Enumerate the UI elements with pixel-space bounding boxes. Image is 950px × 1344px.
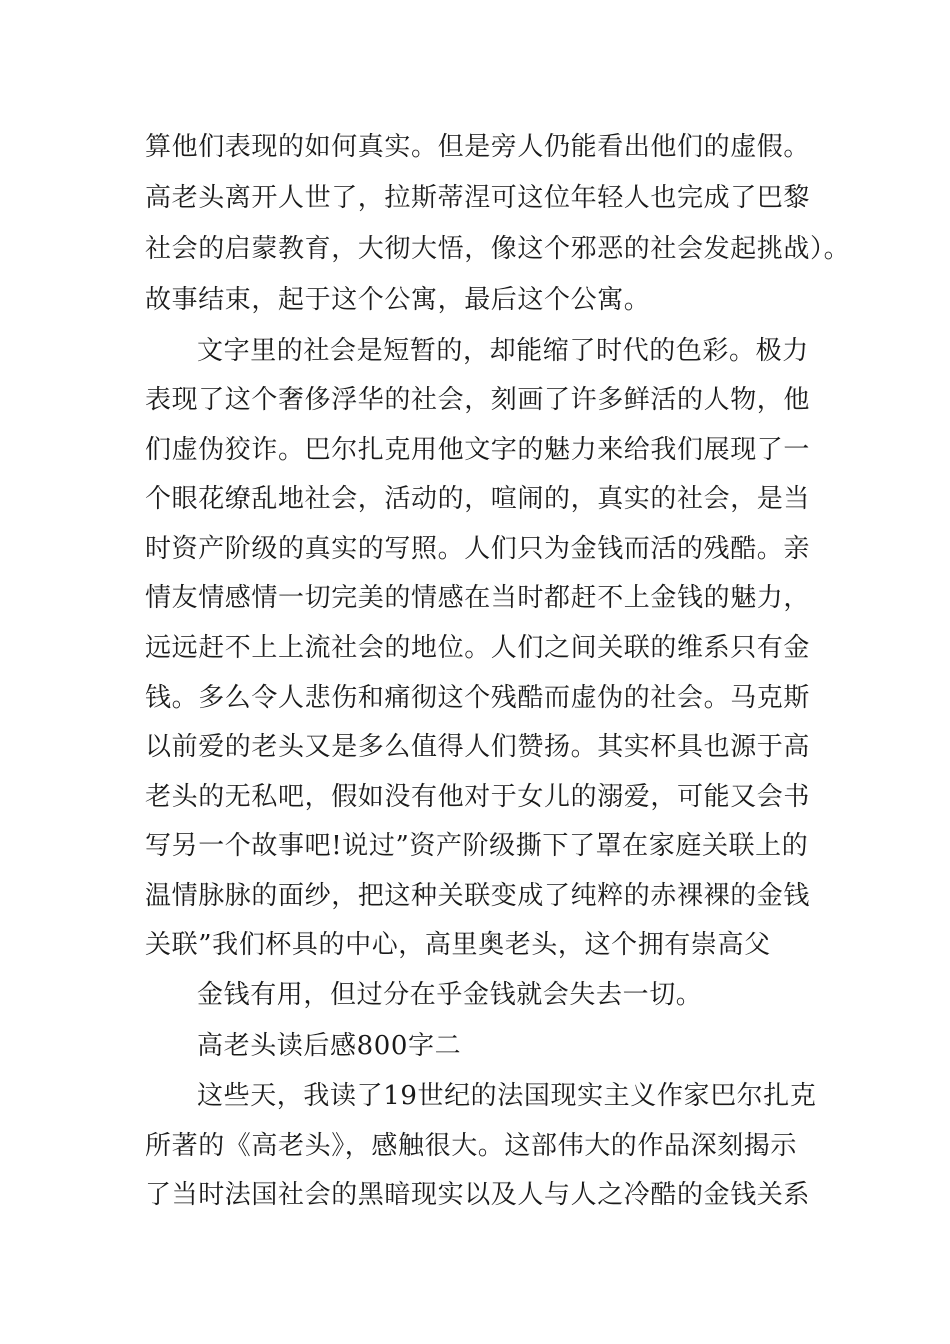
paragraph-line: 远远赶不上上流社会的地位。人们之间关联的维系只有金 bbox=[145, 633, 811, 663]
paragraph-line: 个眼花缭乱地社会，活动的，喧闹的，真实的社会，是当 bbox=[145, 484, 811, 514]
paragraph-line: 了当时法国社会的黑暗现实以及人与人之冷酷的金钱关系 bbox=[145, 1180, 811, 1210]
paragraph-line: 钱。多么令人悲伤和痛彻这个残酷而虚伪的社会。马克斯 bbox=[145, 683, 811, 713]
paragraph-line: 这些天，我读了19世纪的法国现实主义作家巴尔扎克 bbox=[197, 1081, 817, 1111]
paragraph-line: 以前爱的老头又是多么值得人们赞扬。其实杯具也源于高 bbox=[145, 732, 811, 762]
paragraph-line: 关联”我们杯具的中心，高里奥老头，这个拥有崇高父 bbox=[145, 930, 771, 960]
paragraph-line: 表现了这个奢侈浮华的社会，刻画了许多鲜活的人物，他 bbox=[145, 385, 811, 415]
paragraph-line: 高老头离开人世了，拉斯蒂涅可这位年轻人也完成了巴黎 bbox=[145, 183, 811, 213]
paragraph-line: 故事结束，起于这个公寓，最后这个公寓。 bbox=[145, 285, 651, 315]
paragraph-line: 所著的《高老头》，感触很大。这部伟大的作品深刻揭示 bbox=[145, 1131, 798, 1161]
paragraph-line: 算他们表现的如何真实。但是旁人仍能看出他们的虚假。 bbox=[145, 132, 811, 162]
paragraph-line: 文字里的社会是短暂的，却能缩了时代的色彩。极力 bbox=[197, 336, 809, 366]
paragraph-line: 时资产阶级的真实的写照。人们只为金钱而活的残酷。亲 bbox=[145, 534, 811, 564]
paragraph-line: 们虚伪狡诈。巴尔扎克用他文字的魅力来给我们展现了一 bbox=[145, 435, 811, 465]
paragraph-line: 温情脉脉的面纱，把这种关联变成了纯粹的赤裸裸的金钱 bbox=[145, 881, 811, 911]
section-heading: 高老头读后感800字二 bbox=[197, 1031, 462, 1061]
paragraph-line: 写另一个故事吧!说过”资产阶级撕下了罩在家庭关联上的 bbox=[145, 831, 809, 861]
paragraph-line: 老头的无私吧，假如没有他对于女儿的溺爱，可能又会书 bbox=[145, 782, 811, 812]
paragraph-line: 金钱有用，但过分在乎金钱就会失去一切。 bbox=[197, 980, 703, 1010]
paragraph-line: 情友情感情一切完美的情感在当时都赶不上金钱的魅力， bbox=[145, 583, 811, 613]
paragraph-line: 社会的启蒙教育，大彻大悟，像这个邪恶的社会发起挑战）。 bbox=[145, 234, 851, 264]
